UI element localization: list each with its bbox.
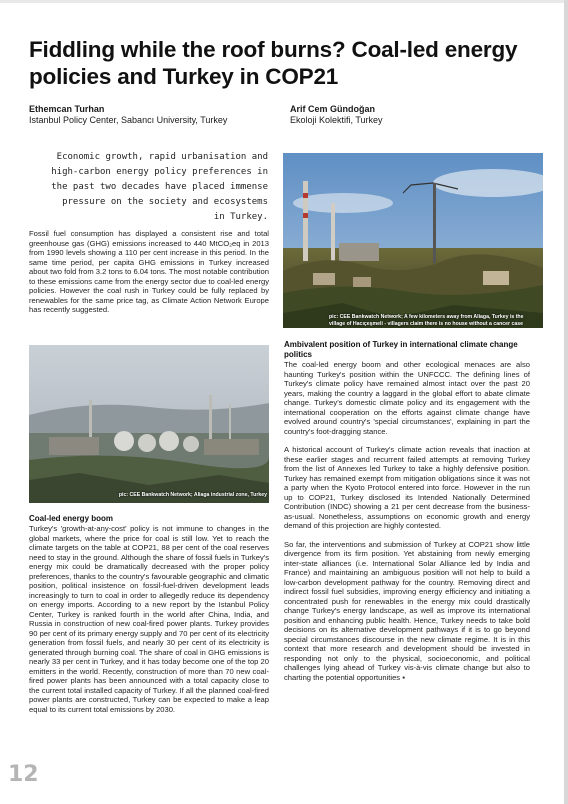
author-affiliation: Istanbul Policy Center, Sabancı University, Turkey [29, 115, 228, 125]
page-number: 12 [8, 762, 39, 787]
author-name: Ethemcan Turhan [29, 104, 105, 114]
body-paragraph: So far, the interventions and submission of Turkey at COP21 show little divergence from its firm position. Yet abstaining from newly emerging inter-state alliances (i.e. International Solar Alliance led by India and France) and maintaining an ambiguous position will not help to build a low-carbon development pathway for the country. Removing direct and indirect fossil fuel subsidies, improving energy efficiency and initiating a concentrated push for renewables in the energy mix could drastically change Turkey's energy landscape, as well as improve its international position and enhancing public health. Hence, Turkey needs to take bold decisions on its alternative development pathways if it is to go beyond special circumstances discourse in the new climate regime. It is in this context that more research and development should be invested in responding not only to the physical, socioeconomic, and political challenges lying ahead of Turkey vis-à-vis climate change but also to charting the potential opportunities ▪ [284, 539, 530, 682]
intro-paragraph: Fossil fuel consumption has displayed a consistent rise and total greenhouse gas (GHG) emissions increased to 440 MtCO₂eq in 2013 from 1990 levels showing a 110 per cent increase in this period. In the same time period, per capita GHG emissions in Turkey increased about two fold from 3.2 tons to 6.04 tons. The most notable contribution to these emissions came from the energy sector due to coal-led energy policies. However the coal rush in Turkey could be fully replaced by renewables for the same price tag, as Climate Action Network Europe has recently suggested. [29, 229, 269, 314]
photo-village-power-plant [283, 153, 543, 328]
section-heading: Ambivalent position of Turkey in international climate change politics [284, 340, 518, 359]
author-block-1 [29, 104, 259, 126]
author-name: Arif Cem Gündoğan [290, 104, 375, 114]
photo-caption: pic: CEE Bankwatch Network; A few kilometers away from Aliaga, Turkey is the village of Hacıçeşmeli - villagers claim there is no house without a cancer case [329, 314, 524, 327]
author-affiliation: Ekoloji Kolektifi, Turkey [290, 115, 383, 125]
body-paragraph: The coal-led energy boom and other ecological menaces are also haunting Turkey's position within the UNFCCC. The defining lines of Turkey's climate policy have remained almost intact over the past 20 years, making the country a laggard in the global effort to abate climate change. Turkey's domestic climate policy and its engagement with the international cooperation on the efforts against climate change have evolved around country's 'special circumstances', explaining in part the country's foot-dragging stance. [284, 360, 530, 436]
pull-quote: Economic growth, rapid urbanisation and high-carbon energy policy preferences in the past two decades have placed immense pressure on the society and ecosystems in Turkey. [51, 152, 268, 222]
article-title: Fiddling while the roof burns? Coal-led energy policies and Turkey in COP21 [29, 37, 518, 89]
section-heading: Coal-led energy boom [29, 514, 114, 523]
page-edge-shadow [564, 0, 568, 804]
section-ambivalent-position [284, 340, 530, 691]
top-rule [0, 0, 568, 3]
photo-caption: pic: CEE Bankwatch Network; Aliaga industrial zone, Turkey [118, 492, 267, 498]
photo-industrial-zone [29, 345, 269, 503]
section-coal-boom [29, 514, 269, 714]
section-body: Turkey's 'growth-at-any-cost' policy is not immune to changes in the global markets, where the price for coal is still low. Yet to reach the climate targets on the table at COP21, 88 per cent of the coal reserves need to stay in the ground. Although the share of fossil fuels in Turkey's energy mix could be dramatically decreased with the proper policy preferences, thanks to the country's favourable geographic and climatic position, political insistence on fossil-fuel-driven development leads increasingly to turn to coal in order to allegedly reduce its dependency on energy imports. According to a new report by the Istanbul Policy Center, Turkey is ranked fourth in the world after China, India, and Russia in construction of new coal-fired power plants. Turkey provides 90 per cent of its primary energy supply and 70 per cent of its electricity generation from fossil fuels, and nearly 30 per cent of its electricity is generated through burning coal. The share of coal in GHG emissions is nearly 33 per cent in Turkey, and it has today become one of the top 20 emitters in the world. Recently, construction of more than 70 new coal-fired power plants has been announced with a total capacity close to the current total installed capacity of Turkey. If all the planned coal-fired power plants are constructed, Turkey can be expected to make a leap equal to its current total emissions by 2030. [29, 524, 269, 714]
body-paragraph: A historical account of Turkey's climate action reveals that inaction at these earlier stages and recurrent failed attempts at removing Turkey from the list of Annexes led Turkey to take a highly defensive position. Turkey has remained exempt from mitigation obligations since it was not a party when the Kyoto Protocol entered into force. However in the run up to COP21, Turkey disclosed its Intended Nationally Determined Contribution (INDC) showing a 21 per cent decrease from the business-as-usual. Nonetheless, assumptions on economic growth and energy demand of this projection are highly contested. [284, 445, 530, 530]
author-block-2 [290, 104, 520, 126]
